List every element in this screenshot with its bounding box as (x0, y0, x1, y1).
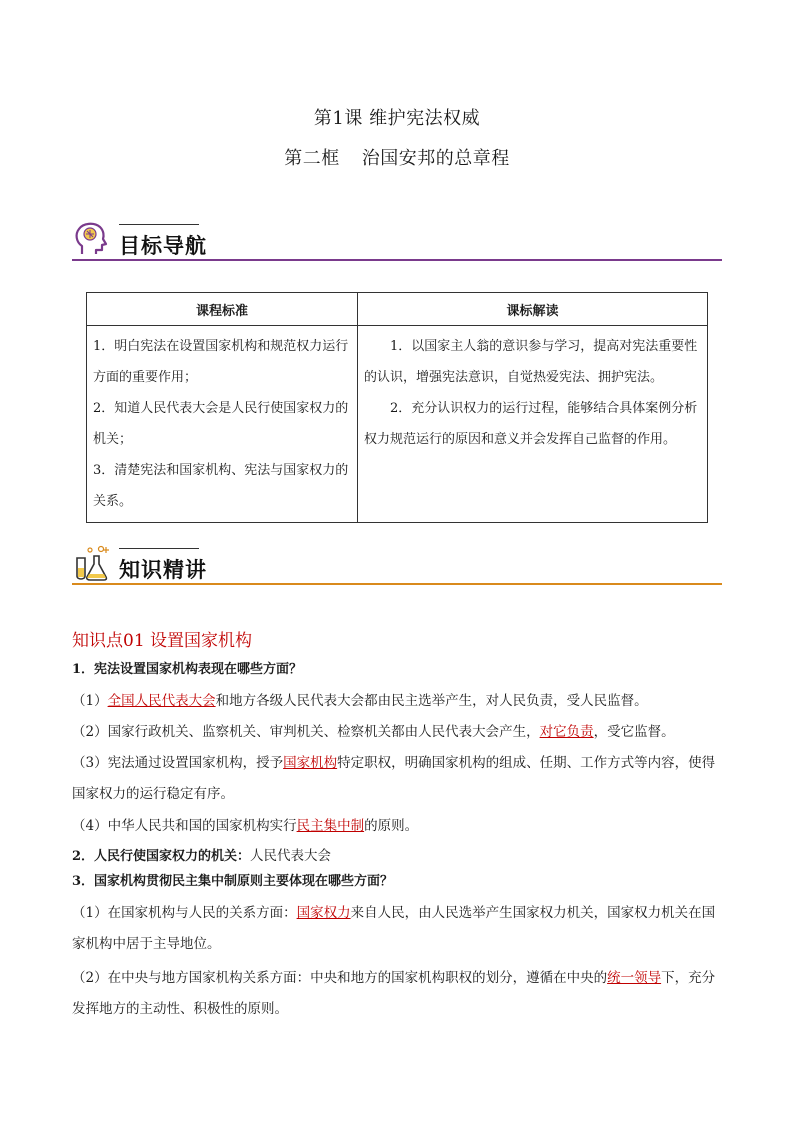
lab-flask-icon (72, 544, 110, 582)
standard-item: 2．知道人民代表大会是人民行使国家权力的机关； (93, 401, 349, 447)
answer-text: （4）中华人民共和国的国家机构实行 (72, 818, 297, 834)
answer-3-item-2 (72, 963, 724, 1025)
standard-item: 3．清楚宪法和国家机构、宪法与国家权力的关系。 (93, 463, 349, 509)
frame-title (0, 144, 794, 170)
table-header-interpretation: 课标解读 (358, 293, 708, 326)
answer-text: （1） (72, 693, 108, 709)
section-knowledge-label: 知识精讲 (119, 558, 207, 582)
answer-text: 下，充分发挥地方的主动性、积极性的原则。 (72, 970, 716, 1017)
brain-head-icon (72, 220, 110, 258)
answer-1-item-2 (72, 717, 724, 748)
section-target-rule (72, 259, 722, 261)
standards-cell (87, 326, 358, 523)
answer-text: （2）在中央与地方国家机构关系方面：中央和地方的国家机构职权的划分，遵循在中央的 (72, 970, 608, 986)
key-term-highlight: 国家权力 (296, 905, 351, 921)
question-2-answer: 人民代表大会 (250, 848, 332, 864)
answer-text: （3）宪法通过设置国家机构，授予 (72, 755, 284, 771)
answer-text: 特定职权，明确国家机构的组成、任期、工作方式等内容，使得国家权力的运行稳定有序。 (72, 755, 716, 802)
section-top-line (119, 224, 199, 225)
knowledge-point-title: 知识点01 设置国家机构 (72, 631, 253, 651)
frame-title-left: 第二框 (284, 148, 340, 169)
key-term-highlight: 全国人民代表大会 (107, 693, 216, 709)
curriculum-standards-table (86, 292, 708, 523)
question-1: 1．宪法设置国家机构表现在哪些方面？ (72, 662, 303, 677)
answer-text: ，受它监督。 (593, 724, 675, 740)
section-knowledge-header (72, 548, 722, 588)
key-term-highlight: 对它负责 (539, 724, 594, 740)
interpretation-item: 2．充分认识权力的运行过程，能够结合具体案例分析权力规范运行的原因和意义并会发挥自己监督的作用。 (364, 401, 698, 447)
section-target-header (72, 224, 722, 264)
key-term-highlight: 统一领导 (607, 970, 662, 986)
answer-1-item-3 (72, 748, 724, 810)
key-term-highlight: 国家机构 (283, 755, 338, 771)
section-top-line (119, 548, 199, 549)
frame-title-right: 治国安邦的总章程 (361, 148, 510, 169)
key-term-highlight: 民主集中制 (296, 818, 365, 834)
answer-text: 来自人民，由人民选举产生国家权力机关，国家权力机关在国家机构中居于主导地位。 (72, 905, 716, 952)
interpretation-item: 1．以国家主人翁的意识参与学习，提高对宪法重要性的认识，增强宪法意识，自觉热爱宪法、拥护宪法。 (364, 339, 698, 385)
answer-3-item-1 (72, 898, 724, 960)
interpretation-cell (358, 326, 708, 523)
table-header-row (87, 293, 708, 326)
section-target-label: 目标导航 (119, 234, 207, 258)
standard-item: 1．明白宪法在设置国家机构和规范权力运行方面的重要作用； (93, 339, 349, 385)
table-row (87, 326, 708, 523)
answer-text: （1）在国家机构与人民的关系方面： (72, 905, 297, 921)
lesson-title: 第1课 维护宪法权威 (313, 108, 481, 129)
answer-text: 和地方各级人民代表大会都由民主选举产生，对人民负责，受人民监督。 (215, 693, 648, 709)
section-knowledge-rule (72, 583, 722, 585)
question-3: 3．国家机构贯彻民主集中制原则主要体现在哪些方面？ (72, 874, 394, 889)
answer-1-item-4 (72, 811, 724, 842)
answer-text: （2）国家行政机关、监察机关、审判机关、检察机关都由人民代表大会产生， (72, 724, 540, 740)
question-2-label: 2．人民行使国家权力的机关： (72, 849, 251, 864)
table-header-standard: 课程标准 (87, 293, 358, 326)
answer-text: 的原则。 (364, 818, 419, 834)
answer-1-item-1 (72, 686, 724, 717)
